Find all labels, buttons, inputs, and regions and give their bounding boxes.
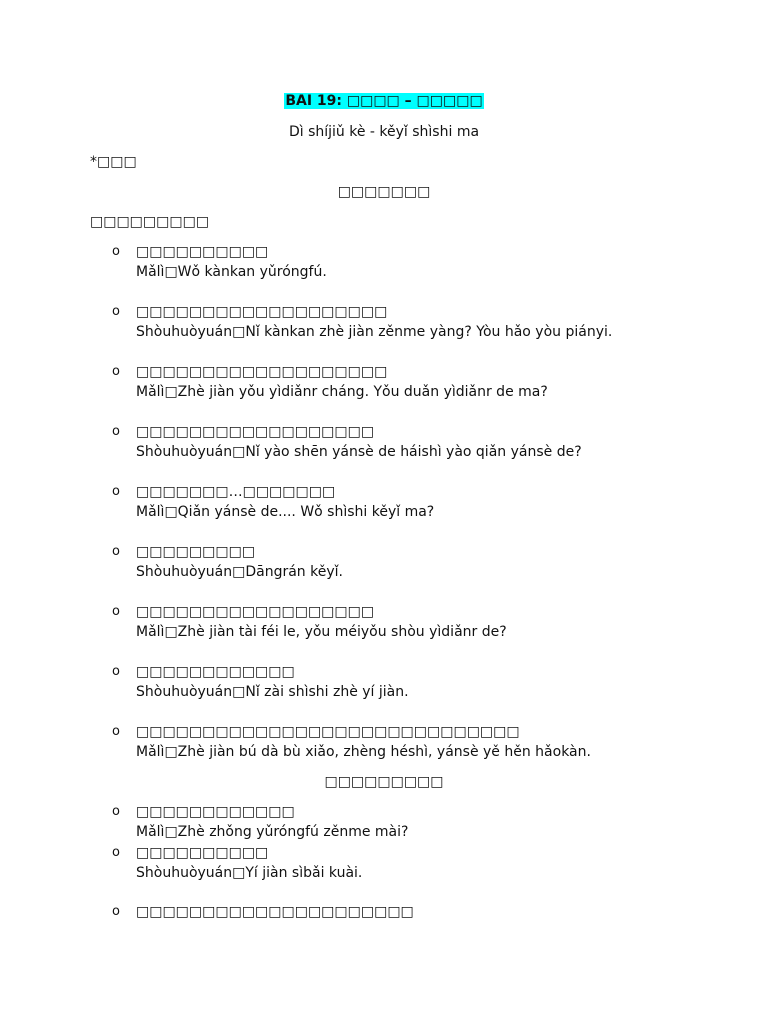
pinyin-line: Mǎlì□Zhè jiàn yǒu yìdiǎnr cháng. Yǒu duǎn yìdiǎnr de ma? <box>136 384 548 400</box>
bullet-marker: o <box>112 484 120 499</box>
note-label: *□□□ <box>90 154 137 170</box>
hanzi-line: □□□□□□□□□□□□ <box>136 804 295 820</box>
pinyin-line: Mǎlì□Qiǎn yánsè de.... Wǒ shìshi kěyǐ ma? <box>136 504 435 520</box>
bullet-marker: o <box>112 244 120 259</box>
pinyin-line: Mǎlì□Zhè jiàn tài féi le, yǒu méiyǒu shòu yìdiǎnr de? <box>136 624 507 640</box>
bullet-marker: o <box>112 904 120 919</box>
hanzi-line: □□□□□□□□□□□□□□□□□□ <box>136 604 375 620</box>
dialogue2-item <box>112 802 732 842</box>
hanzi-line: □□□□□□□□□□ <box>136 845 269 861</box>
dialogue1-item <box>112 602 732 642</box>
bullet-marker: o <box>112 664 120 679</box>
bullet-marker: o <box>112 424 120 439</box>
dialogue2-item <box>112 902 732 922</box>
section1-subheading: □□□□□□□□□ <box>90 214 210 230</box>
hanzi-line: □□□□□□□□□□□□□□□□□□□ <box>136 304 388 320</box>
hanzi-line: □□□□□□□□□□ <box>136 244 269 260</box>
bullet-marker: o <box>112 804 120 819</box>
pinyin-line: Shòuhuòyuán□Yí jiàn sìbǎi kuài. <box>136 865 363 881</box>
dialogue1-item <box>112 662 732 702</box>
section1-heading: □□□□□□□ <box>337 184 431 200</box>
hanzi-line: □□□□□□□□□□□□□□□□□□□□□ <box>136 904 414 920</box>
bullet-marker: o <box>112 304 120 319</box>
bullet-marker: o <box>112 845 120 860</box>
pinyin-line: Mǎlì□Zhè jiàn bú dà bù xiǎo, zhèng héshì, yánsè yě hěn hǎokàn. <box>136 744 591 760</box>
lesson-title-text: BAI 19: □□□□ – □□□□□ <box>285 93 483 109</box>
lesson-title <box>0 91 768 111</box>
dialogue1-item <box>112 302 732 342</box>
section2-heading: □□□□□□□□□ <box>324 774 444 790</box>
hanzi-line: □□□□□□□□□□□□□□□□□□ <box>136 424 375 440</box>
bullet-marker: o <box>112 364 120 379</box>
hanzi-line: □□□□□□□□□□□□□□□□□□□ <box>136 364 388 380</box>
hanzi-line: □□□□□□□□□□□□ <box>136 664 295 680</box>
bullet-marker: o <box>112 604 120 619</box>
hanzi-line: □□□□□□□□□ <box>136 544 256 560</box>
hanzi-line: □□□□□□□□□□□□□□□□□□□□□□□□□□□□□ <box>136 724 520 740</box>
dialogue1-item <box>112 482 732 522</box>
pinyin-line: Shòuhuòyuán□Nǐ zài shìshi zhè yí jiàn. <box>136 684 409 700</box>
pinyin-line: Mǎlì□Zhè zhǒng yǔróngfú zěnme mài? <box>136 824 409 840</box>
pinyin-line: Shòuhuòyuán□Dāngrán kěyǐ. <box>136 564 343 580</box>
bullet-marker: o <box>112 724 120 739</box>
lesson-subtitle: Dì shíjiǔ kè - kěyǐ shìshi ma <box>288 124 480 140</box>
dialogue1-item <box>112 422 732 462</box>
bullet-marker: o <box>112 544 120 559</box>
dialogue2-item <box>112 843 732 883</box>
pinyin-line: Mǎlì□Wǒ kànkan yǔróngfú. <box>136 264 327 280</box>
hanzi-line: □□□□□□□…□□□□□□□ <box>136 484 336 500</box>
dialogue1-item <box>112 722 732 762</box>
dialogue1-item <box>112 362 732 402</box>
dialogue1-item <box>112 242 732 282</box>
pinyin-line: Shòuhuòyuán□Nǐ kànkan zhè jiàn zěnme yàng? Yòu hǎo yòu piányi. <box>136 324 613 340</box>
pinyin-line: Shòuhuòyuán□Nǐ yào shēn yánsè de háishì yào qiǎn yánsè de? <box>136 444 582 460</box>
dialogue1-item <box>112 542 732 582</box>
